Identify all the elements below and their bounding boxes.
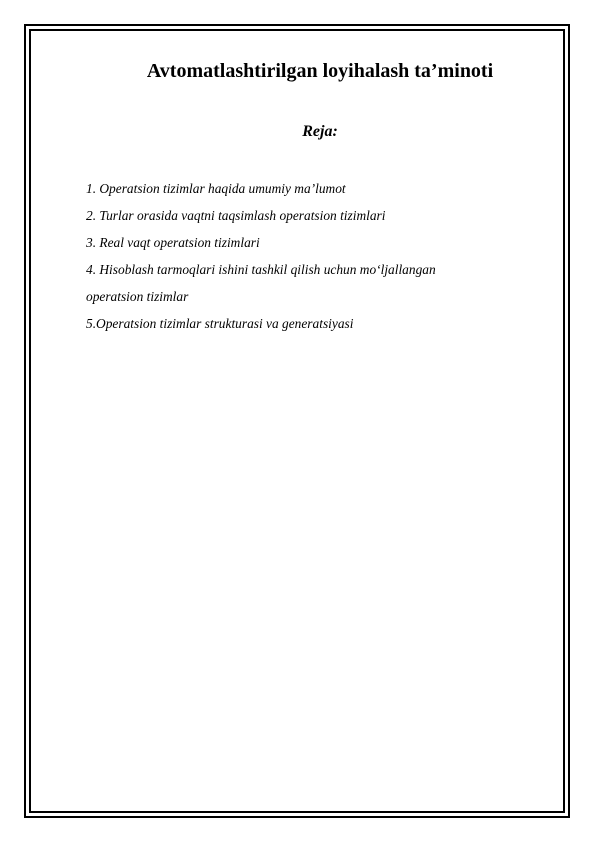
plan-item: 4. Hisoblash tarmoqlari ishini tashkil qilish uchun mo‘ljallangan <box>86 262 436 277</box>
plan-item: 1. Operatsion tizimlar haqida umumiy ma’lumot <box>86 181 346 196</box>
plan-list <box>86 175 536 337</box>
plan-heading: Reja: <box>302 123 338 140</box>
plan-item: 5.Operatsion tizimlar strukturasi va generatsiyasi <box>86 316 354 331</box>
plan-item: 3. Real vaqt operatsion tizimlari <box>86 235 260 250</box>
page-border-inner <box>29 29 565 813</box>
plan-item-continuation: operatsion tizimlar <box>86 289 189 304</box>
plan-item: 2. Turlar orasida vaqtni taqsimlash operatsion tizimlari <box>86 208 386 223</box>
document-title: Avtomatlashtirilgan loyihalash ta’minoti <box>146 60 494 82</box>
